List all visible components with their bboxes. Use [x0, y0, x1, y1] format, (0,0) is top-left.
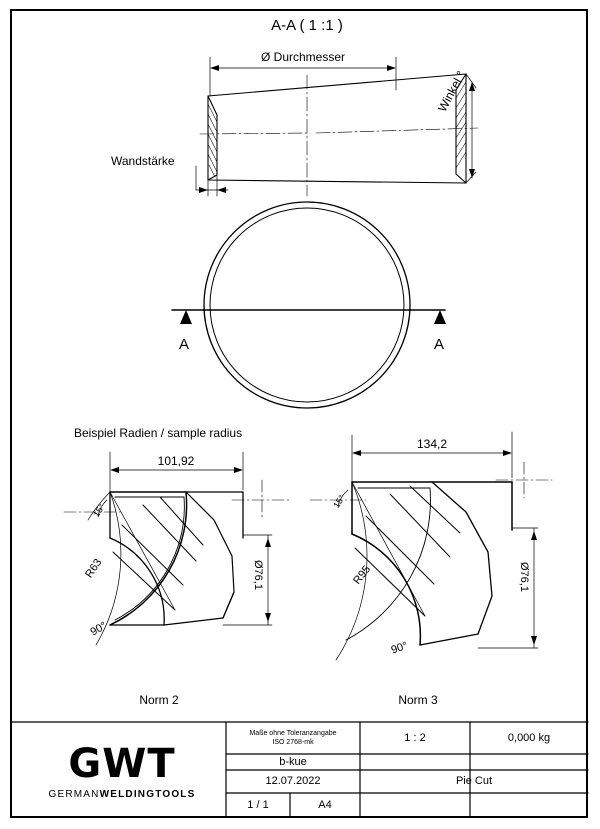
format-value: A4 [318, 798, 332, 811]
norm2-tube-diameter: Ø76,1 [252, 560, 264, 590]
norm3-width-dim: 134,2 [416, 437, 448, 451]
part-name-value: Pie Cut [455, 775, 493, 788]
logo-subtitle-second: WELDINGTOOLS [99, 789, 196, 800]
norm3-segment-angle: 15° [331, 492, 347, 510]
sheet-value: 1 / 1 [247, 798, 269, 811]
title-block-extra [360, 754, 588, 770]
sample-radius-caption: Beispiel Radien / sample radius [74, 426, 243, 440]
section-title: A-A ( 1 :1 ) [271, 17, 343, 34]
section-mark-a-right: A [434, 336, 445, 353]
norm3-name: Norm 3 [398, 693, 438, 707]
date-value: 12.07.2022 [265, 775, 321, 788]
section-arrows [180, 310, 446, 324]
norm3-diagram [310, 432, 552, 660]
diameter-label: Ø Durchmesser [260, 50, 346, 64]
norm3-tube-diameter: Ø76,1 [518, 562, 530, 592]
tube-circle-view [204, 202, 410, 408]
wall-thickness-label: Wandstärke [111, 154, 175, 168]
section-mark-a-left: A [179, 336, 190, 353]
logo-subtitle [49, 789, 196, 800]
drawn-by-value: b-kue [279, 755, 307, 768]
tolerance-note-line1: Maße ohne Toleranzangabe [249, 730, 337, 737]
norm3-radius: R95 [351, 563, 374, 587]
norm2-diagram [64, 452, 292, 645]
norm2-segment-angle: 15° [91, 501, 107, 519]
norm2-width-dim: 101,92 [157, 454, 195, 468]
scale-value: 1 : 2 [404, 731, 426, 744]
weight-value: 0,000 kg [507, 731, 551, 744]
tolerance-note-line2: ISO 2768-mk [272, 739, 314, 746]
company-logo [22, 736, 222, 808]
tolerance-note [226, 722, 360, 754]
section-hatching-left [208, 104, 217, 177]
norm2-total-angle: 90° [88, 619, 109, 639]
norm2-name: Norm 2 [139, 693, 179, 707]
logo-subtitle-first: GERMAN [48, 789, 100, 800]
norm2-radius: R63 [83, 556, 105, 581]
logo-mark: GWT [68, 741, 176, 787]
cone-outline [208, 74, 466, 183]
norm3-total-angle: 90° [389, 639, 410, 657]
angle-label: Winkel ° [435, 68, 469, 115]
